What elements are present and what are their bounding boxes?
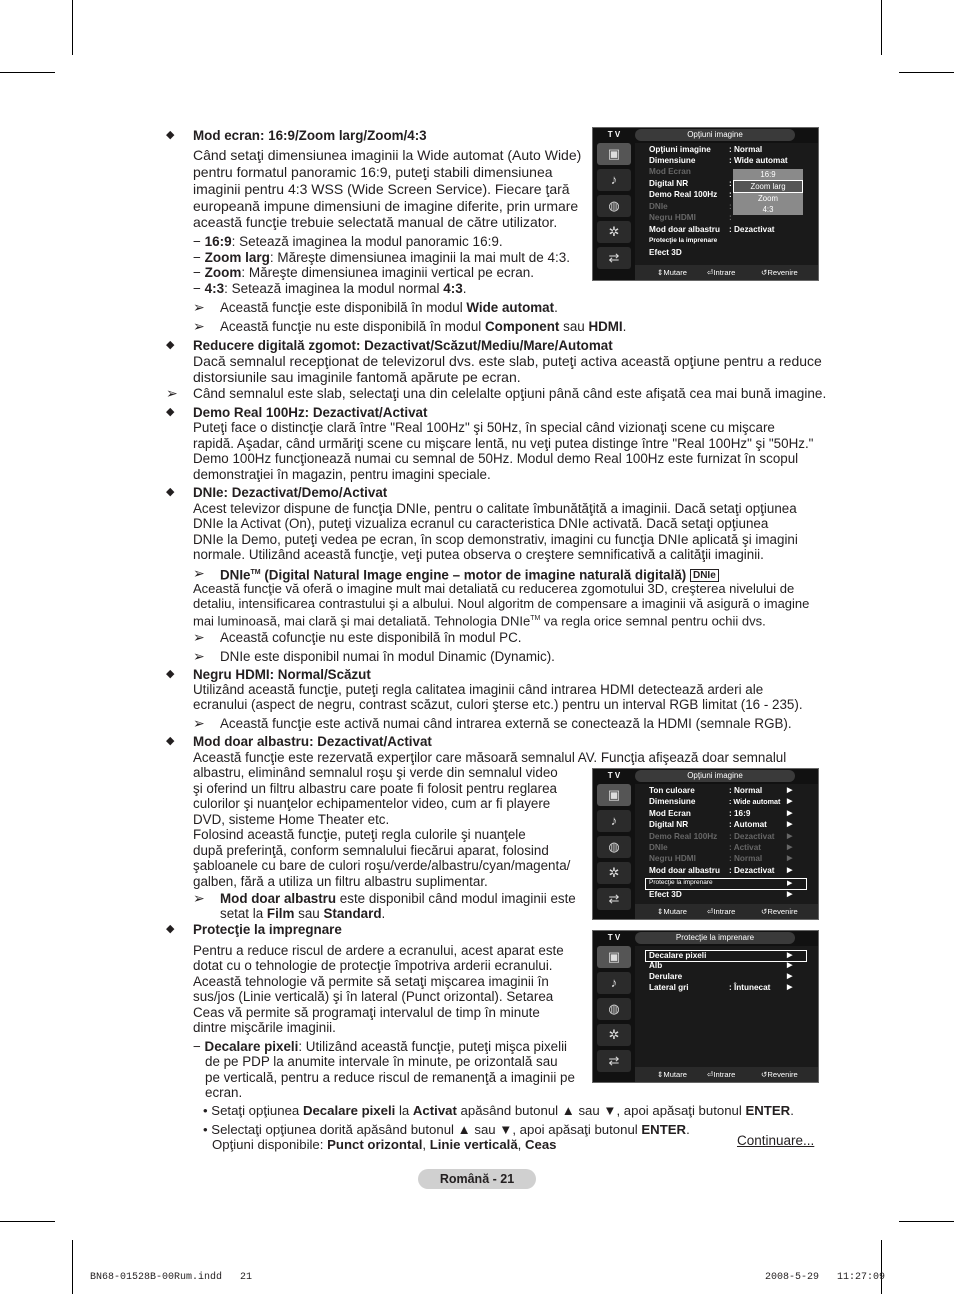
- osd-menu-burn-protection: [592, 930, 819, 1083]
- osd-title: Protecţie la imprenare: [635, 932, 795, 944]
- setup-icon[interactable]: ✲: [597, 862, 631, 884]
- paragraph-line: pe verticală, pentru a reduce riscul de remanenţă a imaginii pe: [205, 1070, 575, 1085]
- paragraph-line: galben, fără a utiliza un filtru albastru suplimentar.: [193, 874, 488, 889]
- osd-body: [635, 143, 818, 265]
- osd-row[interactable]: Demo Real 100Hz : Dezactivat ▶: [649, 832, 793, 841]
- osd-row[interactable]: Digital NR : Automat ▶: [649, 820, 793, 829]
- note-arrow-icon: ➢: [166, 385, 178, 401]
- osd-footer: [635, 904, 818, 919]
- arrow-right-icon: ▶: [787, 880, 793, 887]
- paragraph-line: pentru formatul panoramic 16:9, puteţi stabili dimensiunea: [193, 164, 553, 180]
- note-text: Această funcţie nu este disponibilă în modul Component sau HDMI.: [220, 319, 627, 334]
- paragraph-line: dintre mişcările imaginii.: [193, 1020, 336, 1035]
- dash-item: − Zoom: Măreşte dimensiunea imaginii vertical pe ecran.: [193, 265, 535, 280]
- osd-sidebar: [593, 946, 635, 1076]
- osd-menu-picture-options: [592, 768, 819, 920]
- osd-menu-picture-options: [592, 127, 819, 281]
- note-arrow-icon: ➢: [193, 648, 205, 664]
- osd-dropdown[interactable]: [733, 169, 803, 215]
- footer-date: 2008-5-29 11:27:09: [765, 1272, 886, 1283]
- note-text: DNIe este disponibil numai în modul Dinamic (Dynamic).: [220, 649, 555, 664]
- paragraph-line: europeană impune dimensiuni de imagine diferite, prin urmare: [193, 198, 579, 214]
- osd-row[interactable]: Mod doar albastru : Dezactivat ▶: [649, 866, 793, 875]
- paragraph-line: demonstraţiei în magazin, pentru imagini speciale.: [193, 467, 491, 482]
- osd-row[interactable]: Demo Real 100Hz :: [649, 190, 732, 199]
- bullet-item: Opţiuni disponibile: Punct orizontal, Linie verticală, Ceas: [212, 1137, 557, 1152]
- osd-option[interactable]: 16:9: [733, 169, 803, 180]
- channel-icon[interactable]: ◍: [597, 195, 631, 217]
- paragraph-line: detaliu, intensificarea contrastului şi a albului. Noul algoritm de compensare a imaginii vă asigură o imagine: [193, 596, 810, 611]
- note-text: Această funcţie este activă numai când intrarea externă se conectează la HDMI (semnale RGB).: [220, 716, 792, 731]
- paragraph-line: Puteţi face o distincţie clară între "Real 100Hz" şi 50Hz, în special când vizionaţi scene cu mişcare: [193, 420, 775, 435]
- osd-row[interactable]: DNIe : Activat ▶: [649, 843, 793, 852]
- channel-icon[interactable]: ◍: [597, 998, 631, 1020]
- osd-row[interactable]: Dimensiune : Wide automat: [649, 156, 788, 165]
- note-arrow-icon: ➢: [193, 715, 205, 731]
- osd-row[interactable]: Derulare ▶: [649, 972, 793, 981]
- channel-icon[interactable]: ◍: [597, 836, 631, 858]
- return-hint: ↺ Revenire: [761, 1070, 798, 1079]
- arrow-right-icon: ▶: [787, 810, 793, 817]
- osd-row[interactable]: Protecţie la imprenare ▶: [649, 879, 793, 887]
- return-hint: ↺ Revenire: [761, 268, 798, 277]
- enter-hint: ⏎ Intrare: [707, 907, 736, 916]
- osd-row[interactable]: Mod Ecran : 16:9 ▶: [649, 809, 793, 818]
- return-hint: ↺ Revenire: [761, 907, 798, 916]
- osd-row[interactable]: Mod Ecran: [649, 167, 691, 176]
- dnie-logo: DNIe: [690, 569, 719, 582]
- osd-tv-tab: T V: [607, 130, 621, 139]
- arrow-right-icon: ▶: [787, 798, 793, 805]
- paragraph-line: DNIe la Demo, puteţi vedea pe ecran, în scop demonstrativ, imagini cu funcţia DNIe aplicată şi imagini: [193, 532, 798, 547]
- input-icon[interactable]: ⇄: [597, 247, 631, 269]
- osd-row[interactable]: Negru HDMI : Normal ▶: [649, 854, 793, 863]
- subheading: DNIe™ (Digital Natural Image engine – motor de imagine naturală digitală) DNIe: [220, 565, 719, 583]
- osd-option[interactable]: 4:3: [733, 204, 803, 215]
- bullet-diamond: ◆: [166, 668, 175, 680]
- paragraph-line: Ceas vă permite să programaţi intervalul de timp în minute: [193, 1005, 540, 1020]
- osd-row[interactable]: Protecţie la imprenare: [649, 237, 718, 244]
- sound-icon[interactable]: ♪: [597, 972, 631, 994]
- osd-row[interactable]: Ton culoare : Normal ▶: [649, 786, 793, 795]
- note-text: setat la Film sau Standard.: [220, 906, 386, 921]
- note-text: Această cofuncţie nu este disponibilă în modul PC.: [220, 630, 522, 645]
- dash-item: − Decalare pixeli: Utilizând această funcţie, puteţi mişca pixelii: [193, 1039, 568, 1054]
- note-arrow-icon: ➢: [193, 299, 205, 315]
- enter-hint: ⏎ Intrare: [707, 268, 736, 277]
- osd-row[interactable]: Mod doar albastru : Dezactivat: [649, 225, 775, 234]
- bullet-diamond: ◆: [166, 735, 175, 747]
- sound-icon[interactable]: ♪: [597, 810, 631, 832]
- osd-body: [635, 946, 818, 1067]
- dash-item: − 16:9: Setează imaginea la modul panoramic 16:9.: [193, 234, 503, 249]
- section-heading: Demo Real 100Hz: Dezactivat/Activat: [193, 405, 428, 420]
- section-heading: Reducere digitală zgomot: Dezactivat/Scăzut/Mediu/Mare/Automat: [193, 338, 613, 353]
- osd-row[interactable]: Opţiuni imagine : Normal: [649, 145, 763, 154]
- paragraph-line: ecranului (aspect de negru, contrast scăzut, culori şterse etc.) pentru un interval RGB limitat (16 - 235).: [193, 697, 803, 712]
- paragraph-line: Această tehnologie vă permite să setaţi mişcarea imaginii în: [193, 974, 549, 989]
- paragraph-line: DVD, sisteme Home Theater etc.: [193, 812, 390, 827]
- paragraph-line: Utilizând această funcţie, puteţi regla calitatea imaginii când intrarea HDMI detectează arderi ale: [193, 682, 764, 697]
- osd-row[interactable]: Efect 3D: [649, 248, 682, 257]
- arrow-right-icon: ▶: [787, 844, 793, 851]
- paragraph-line: de pe PDP la anumite intervale în minute, pe orizontală sau: [205, 1054, 558, 1069]
- bullet-diamond: ◆: [166, 339, 175, 351]
- setup-icon[interactable]: ✲: [597, 1024, 631, 1046]
- note-text: Această funcţie este disponibilă în modul Wide automat.: [220, 300, 558, 315]
- setup-icon[interactable]: ✲: [597, 221, 631, 243]
- paragraph-line: dotat cu o tehnologie de protecţie împotriva arderii ecranului.: [193, 958, 553, 973]
- osd-footer: [635, 265, 818, 280]
- note-arrow-icon: ➢: [193, 890, 205, 906]
- sound-icon[interactable]: ♪: [597, 169, 631, 191]
- arrow-right-icon: ▶: [787, 821, 793, 828]
- osd-row[interactable]: Digital NR :: [649, 179, 732, 188]
- crop-mark: [899, 72, 954, 73]
- picture-icon[interactable]: ▣: [597, 143, 631, 165]
- note-text: Mod doar albastru este disponibil când modul imaginii este: [220, 891, 576, 906]
- osd-row[interactable]: Decalare pixeli ▶: [649, 951, 793, 960]
- arrow-right-icon: ▶: [787, 984, 793, 991]
- paragraph-line: distorsiunile sau imaginile fantomă apărute pe ecran.: [193, 369, 521, 385]
- paragraph-line: normale. Utilizând această funcţie, veţi putea observa o creştere semnificativă a calităţii imaginii.: [193, 547, 764, 562]
- paragraph-line: ecran.: [205, 1085, 243, 1100]
- paragraph-line: rapidă. Aşadar, când urmăriţi scene cu mişcare lentă, nu veţi putea distinge între "Real 100Hz" şi "50Hz.": [193, 436, 814, 451]
- bullet-diamond: ◆: [166, 486, 175, 498]
- osd-option[interactable]: Zoom larg: [733, 180, 803, 193]
- paragraph-line: Când setaţi dimensiunea imaginii la Wide automat (Auto Wide): [193, 147, 582, 163]
- paragraph-line: şi oferind un filtru albastru care poate fi folosit pentru reglarea: [193, 781, 557, 796]
- footer-file: BN68-01528B-00Rum.indd 21: [90, 1272, 253, 1283]
- arrow-right-icon: ▶: [787, 867, 793, 874]
- osd-tv-tab: T V: [607, 933, 621, 942]
- osd-row[interactable]: Dimensiune : Wide automat ▶: [649, 797, 793, 806]
- arrow-right-icon: ▶: [787, 787, 793, 794]
- crop-mark: [881, 1240, 882, 1294]
- paragraph-line: Această funcţie este rezervată experţilor care măsoară semnalul AV. Funcţia afişează doar semnalul: [193, 750, 787, 765]
- move-hint: ⇕ Mutare: [657, 907, 688, 916]
- input-icon[interactable]: ⇄: [597, 888, 631, 910]
- crop-mark: [0, 1221, 55, 1222]
- osd-row[interactable]: Lateral gri : Întunecat ▶: [649, 983, 793, 992]
- crop-mark: [72, 0, 73, 55]
- note-arrow-icon: ➢: [193, 565, 205, 581]
- osd-sidebar: [593, 143, 635, 273]
- paragraph-line: Folosind această funcţie, puteţi regla culorile şi nuanţele: [193, 827, 526, 842]
- crop-mark: [899, 1221, 954, 1222]
- osd-title: Opţiuni imagine: [635, 770, 795, 782]
- move-hint: ⇕ Mutare: [657, 268, 688, 277]
- paragraph-line: culorilor şi nuanţelor echipamentelor video, cum ar fi playere: [193, 796, 551, 811]
- bullet-item: • Selectaţi opţiunea dorită apăsând butonul ▲ sau ▼, apoi apăsaţi butonul ENTER.: [203, 1122, 690, 1137]
- paragraph-line: după preferinţă, conform semnalului fiecărui aparat, folosind: [193, 843, 549, 858]
- note-arrow-icon: ➢: [193, 629, 205, 645]
- osd-footer: [635, 1067, 818, 1082]
- arrow-right-icon: ▶: [787, 891, 793, 898]
- section-heading: Protecţie la impregnare: [193, 922, 342, 937]
- osd-row[interactable]: DNIe :: [649, 202, 732, 211]
- paragraph-line: Acest televizor dispune de funcţia DNIe, pentru o calitate îmbunătăţită a imaginii. Dacă setaţi opţiunea: [193, 501, 797, 516]
- osd-row[interactable]: Alb ▶: [649, 961, 793, 970]
- section-heading: Mod ecran: 16:9/Zoom larg/Zoom/4:3: [193, 128, 427, 143]
- paragraph-line: sus/jos (Linie verticală) şi în lateral (Punct orizontal). Setarea: [193, 989, 554, 1004]
- osd-sidebar: [593, 784, 635, 914]
- paragraph-line: Demo 100Hz funcţionează numai cu semnal de 50Hz. Modul demo Real 100Hz este furnizat în scopul: [193, 451, 799, 466]
- osd-tv-tab: T V: [607, 771, 621, 780]
- arrow-right-icon: ▶: [787, 973, 793, 980]
- picture-icon[interactable]: ▣: [597, 784, 631, 806]
- paragraph-line: această funcţie trebuie selectată manual de către utilizator.: [193, 214, 558, 230]
- note-text: Când semnalul este slab, selectaţi una din celelalte opţiuni până când este afişată cea mai bună imagine.: [193, 386, 827, 401]
- osd-option[interactable]: Zoom: [733, 193, 803, 204]
- bullet-diamond: ◆: [166, 923, 175, 935]
- note-arrow-icon: ➢: [193, 318, 205, 334]
- paragraph-line: imaginii pentru 4:3 WSS (Wide Screen Service). Fiecare ţară: [193, 181, 570, 197]
- page-number: Română - 21: [418, 1169, 536, 1189]
- input-icon[interactable]: ⇄: [597, 1050, 631, 1072]
- continue-label: Continuare...: [737, 1133, 815, 1148]
- arrow-right-icon: ▶: [787, 952, 793, 959]
- osd-body: [635, 784, 818, 904]
- arrow-right-icon: ▶: [787, 833, 793, 840]
- paragraph-line: DNIe la Activat (On), puteţi vizualiza ecranul cu caracteristica DNIe activată. Dacă setaţi opţiunea: [193, 516, 769, 531]
- bullet-diamond: ◆: [166, 129, 175, 141]
- enter-hint: ⏎ Intrare: [707, 1070, 736, 1079]
- paragraph-line: mai luminoasă, mai clară şi mai detaliată. Tehnologia DNIe™ va regla orice semnal pentru ochii dvs.: [193, 613, 766, 629]
- bullet-item: • Setaţi opţiunea Decalare pixeli la Activat apăsând butonul ▲ sau ▼, apoi apăsaţi butonul ENTER.: [203, 1103, 794, 1118]
- paragraph-line: albastru, eliminând semnalul roşu şi verde din semnalul video: [193, 765, 558, 780]
- move-hint: ⇕ Mutare: [657, 1070, 688, 1079]
- osd-title: Opţiuni imagine: [635, 129, 795, 141]
- dash-item: − 4:3: Setează imaginea la modul normal 4:3.: [193, 281, 467, 296]
- section-heading: DNIe: Dezactivat/Demo/Activat: [193, 485, 388, 500]
- crop-mark: [881, 0, 882, 55]
- picture-icon[interactable]: ▣: [597, 946, 631, 968]
- crop-mark: [72, 1240, 73, 1294]
- crop-mark: [0, 72, 55, 73]
- paragraph-line: şabloanele cu bare de culori roşu/verde/albastru/cyan/magenta/: [193, 858, 571, 873]
- section-heading: Mod doar albastru: Dezactivat/Activat: [193, 734, 432, 749]
- section-heading: Negru HDMI: Normal/Scăzut: [193, 667, 371, 682]
- osd-row[interactable]: Efect 3D ▶: [649, 890, 793, 899]
- paragraph-line: Pentru a reduce riscul de ardere a ecranului, acest aparat este: [193, 943, 564, 958]
- dash-item: − Zoom larg: Măreşte dimensiunea imaginii la mai mult de 4:3.: [193, 250, 571, 265]
- arrow-right-icon: ▶: [787, 962, 793, 969]
- bullet-diamond: ◆: [166, 406, 175, 418]
- osd-row[interactable]: Negru HDMI :: [649, 213, 732, 222]
- paragraph-line: Dacă semnalul recepţionat de televizorul dvs. este slab, puteţi activa această opţiune pentru a reduce: [193, 353, 822, 369]
- paragraph-line: Această funcţie vă oferă o imagine mult mai detaliată cu reducerea zgomotului 3D, creşterea nivelului de: [193, 581, 795, 596]
- arrow-right-icon: ▶: [787, 855, 793, 862]
